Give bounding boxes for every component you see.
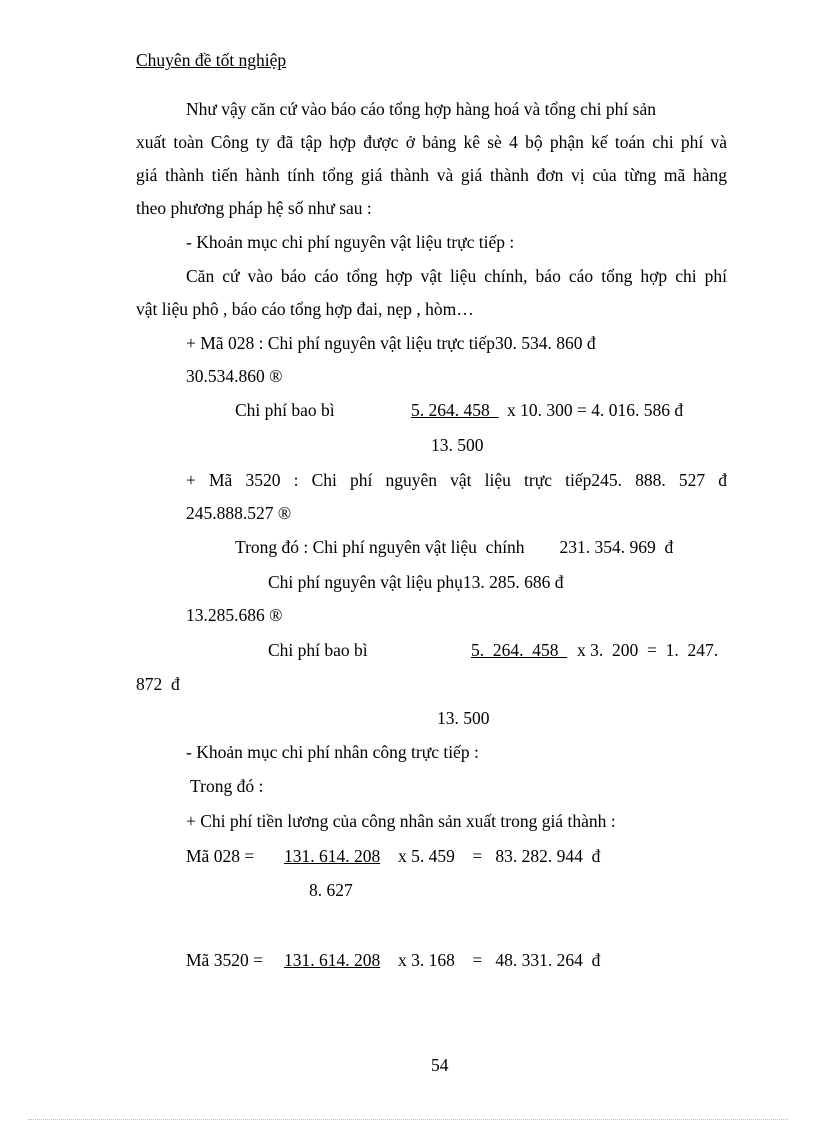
ma3520-denominator: 13. 500 [437, 708, 490, 728]
ma3520-formula-tail: 872 đ [136, 674, 180, 694]
ma028-line: + Mã 028 : Chi phí nguyên vật liệu trực tiếp30. 534. 860 đ [186, 333, 596, 353]
ma028-value: 30.534.860 ® [186, 366, 283, 386]
ma3520-phu-value: 13.285.686 ® [186, 605, 283, 625]
ma028-denominator: 13. 500 [431, 435, 484, 455]
trong-do-label: Trong đó : [186, 776, 264, 796]
ma028-formula: x 10. 300 = 4. 016. 586 đ [507, 400, 684, 420]
page-number: 54 [431, 1055, 449, 1075]
ma3520-numerator: 5. 264. 458 [471, 640, 568, 660]
salary-ma028-denominator: 8. 627 [309, 880, 353, 900]
paragraph-line: theo phương pháp hệ số như sau : [136, 198, 372, 218]
salary-line: + Chi phí tiền lương của công nhân sản xuất trong giá thành : [186, 811, 616, 831]
ma3520-formula: x 3. 200 = 1. 247. [577, 640, 719, 660]
page-bottom-dotted-border [28, 1119, 788, 1120]
ma3520-line: + Mã 3520 : Chi phí nguyên vật liệu trực tiếp245. 888. 527 đ [186, 470, 727, 490]
ma3520-trong-do: Trong đó : Chi phí nguyên vật liệu chính 231. 354. 969 đ [235, 537, 674, 557]
ma028-numerator: 5. 264. 458 [411, 400, 499, 420]
paragraph-line: Như vậy căn cứ vào báo cáo tổng hợp hàng hoá và tổng chi phí sản [186, 99, 656, 119]
ma3520-bao-bi-label: Chi phí bao bì [268, 640, 368, 660]
paragraph-line: xuất toàn Công ty đã tập hợp được ở bảng kê sè 4 bộ phận kế toán chi phí và [136, 132, 727, 152]
ma3520-phu-line: Chi phí nguyên vật liệu phụ13. 285. 686 đ [268, 572, 564, 592]
salary-ma3520-numerator: 131. 614. 208 [284, 950, 381, 970]
paragraph-line: Căn cứ vào báo cáo tổng hợp vật liệu chính, báo cáo tổng hợp chi phí [186, 266, 727, 286]
ma028-bao-bi-label: Chi phí bao bì [235, 400, 335, 420]
paragraph-line: vật liệu phô , báo cáo tổng hợp đai, nẹp , hòm… [136, 299, 474, 319]
salary-ma028-label: Mã 028 = [186, 846, 255, 866]
section-heading: - Khoản mục chi phí nguyên vật liệu trực tiếp : [186, 232, 515, 252]
section-heading: - Khoản mục chi phí nhân công trực tiếp : [186, 742, 479, 762]
document-header-title: Chuyên đề tốt nghiệp [136, 50, 287, 70]
salary-ma028-formula: x 5. 459 = 83. 282. 944 đ [398, 846, 601, 866]
salary-ma3520-formula: x 3. 168 = 48. 331. 264 đ [398, 950, 601, 970]
salary-ma3520-label: Mã 3520 = [186, 950, 263, 970]
paragraph-line: giá thành tiến hành tính tổng giá thành và giá thành đơn vị của từng mã hàng [136, 165, 727, 185]
ma3520-value: 245.888.527 ® [186, 503, 292, 523]
salary-ma028-numerator: 131. 614. 208 [284, 846, 381, 866]
